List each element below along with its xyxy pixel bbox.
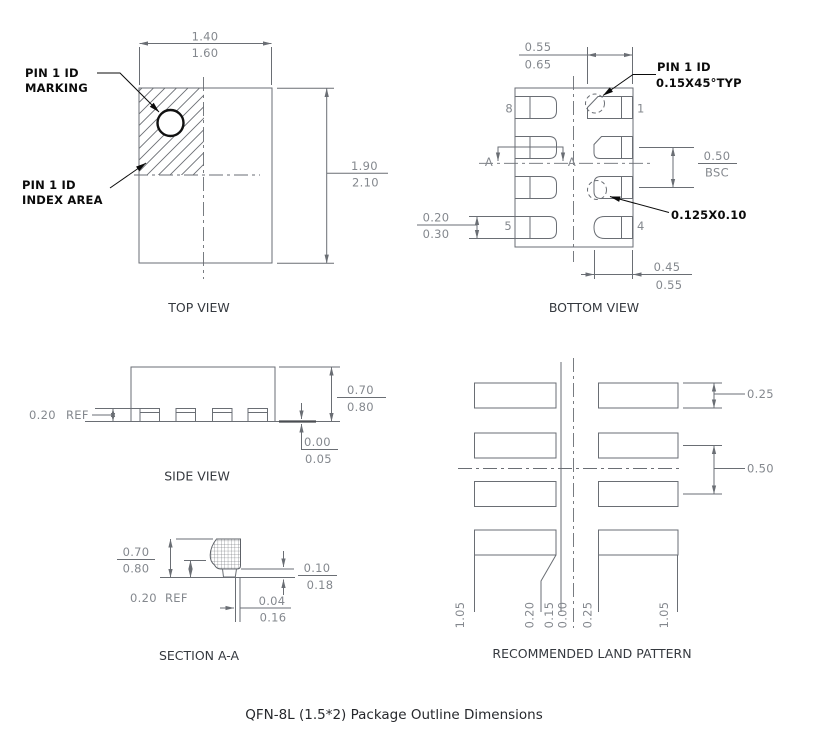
dim-section-ref-value: 0.20 (130, 591, 157, 605)
dim-section-height-max: 0.80 (122, 561, 150, 576)
dim-tip-max: 0.18 (306, 578, 334, 592)
dim-lead-value: 0.20 (29, 408, 56, 422)
top-view (22, 30, 388, 316)
dim-foot-min: 0.04 (258, 594, 286, 608)
pin1-id-marking-circle (158, 110, 184, 136)
dim-land-pitch: 0.50 (747, 461, 774, 476)
top-width-dimension (140, 30, 272, 86)
dim-land-pad-height: 0.25 (747, 387, 774, 401)
right-pads (588, 97, 633, 239)
pin1-index-leader (110, 163, 146, 188)
land-pad-height-dimension (683, 383, 774, 408)
pin-number-8: 8 (505, 101, 513, 116)
section-aa-caption: SECTION A-A (158, 648, 240, 663)
pin-number-5: 5 (504, 219, 512, 233)
dim-width-max: 1.40 (191, 29, 219, 44)
section-label-a-left: A (484, 155, 494, 169)
label-right-outer: 1.05 (657, 601, 671, 629)
side-view (29, 367, 386, 484)
lead-thickness-dimension (29, 408, 140, 422)
top-height-dimension (277, 88, 388, 263)
dim-pad-width-min: 0.20 (422, 210, 450, 225)
terminal-cross-section (210, 539, 240, 569)
section-height-dimension (117, 539, 213, 578)
pin1-marking-label-line2: MARKING (25, 81, 88, 95)
dim-height-min: 2.10 (352, 175, 379, 190)
left-pads (515, 97, 557, 239)
pad-length-bottom-dimension (581, 250, 692, 292)
dim-tip-min: 0.10 (303, 561, 331, 575)
dim-standoff-min: 0.00 (304, 435, 331, 449)
notch-callout-text: 0.125X0.10 (671, 208, 747, 222)
land-pads-right (599, 383, 679, 555)
body-height-dimension (279, 367, 386, 422)
dim-pitch-value: 0.50 (703, 149, 731, 163)
pad-length-top-dimension (519, 40, 633, 84)
label-000: 0.00 (555, 601, 570, 629)
dim-pad-len-top-max: 0.65 (524, 57, 552, 72)
label-015: 0.15 (542, 601, 556, 629)
dim-section-height-min: 0.70 (122, 545, 150, 559)
pin1-id-callout (603, 60, 742, 96)
dim-width-min: 1.60 (191, 46, 219, 60)
dim-section-ref-label: REF (165, 591, 188, 605)
pad-pin3 (594, 177, 633, 199)
standoff-dimension (301, 403, 338, 466)
land-pattern-extension-lines (475, 555, 678, 612)
dim-foot-max: 0.16 (259, 610, 287, 625)
pad-pin2 (594, 137, 633, 159)
foot-length-dimension (220, 578, 291, 625)
pin1-id-callout-line1: PIN 1 ID (657, 60, 711, 74)
pin1-marking-label-line1: PIN 1 ID (25, 66, 79, 80)
land-pads-left (475, 383, 557, 555)
pitch-dimension (639, 148, 737, 188)
section-label-a-right: A (567, 155, 577, 169)
section-aa-view (117, 539, 337, 663)
dim-pad-len-bottom-min: 0.45 (653, 260, 681, 274)
dim-pad-len-bottom-max: 0.55 (655, 278, 683, 292)
bottom-view (417, 40, 747, 315)
bottom-view-caption: BOTTOM VIEW (548, 300, 640, 315)
pin-number-1: 1 (637, 101, 645, 116)
dim-height-max: 0.80 (347, 400, 374, 414)
pin1-index-label-line1: PIN 1 ID (22, 178, 76, 192)
label-025: 0.25 (580, 601, 595, 629)
land-pattern-bottom-labels (453, 602, 671, 629)
side-view-caption: SIDE VIEW (164, 468, 230, 484)
pin-number-4: 4 (637, 219, 645, 233)
land-pattern (453, 358, 774, 661)
land-pattern-caption: RECOMMENDED LAND PATTERN (492, 646, 692, 661)
pin1-id-callout-line2: 0.15X45°TYP (656, 76, 742, 90)
notch-leader (610, 197, 669, 213)
dim-height-min: 0.70 (347, 383, 374, 397)
dim-lead-ref: REF (66, 408, 89, 422)
lead-tip-dimension (284, 551, 338, 595)
label-020: 0.20 (522, 601, 537, 629)
dim-pad-width-max: 0.30 (422, 227, 450, 241)
land-pitch-dimension (683, 446, 774, 495)
drawing-title: QFN-8L (1.5*2) Package Outline Dimensions (245, 707, 543, 723)
pad-pin4 (594, 217, 633, 239)
terminal-foot (223, 569, 237, 577)
pin1-index-label-line2: INDEX AREA (22, 193, 103, 207)
dim-pad-len-top-min: 0.55 (524, 40, 552, 54)
pin1-id-leader (603, 75, 656, 96)
label-left-outer: 1.05 (453, 601, 467, 629)
dim-pitch-bsc: BSC (705, 165, 729, 180)
pin1-index-callout (22, 163, 146, 207)
dim-height-max: 1.90 (351, 159, 378, 173)
pad-width-dimension (417, 211, 515, 242)
top-view-caption: TOP VIEW (168, 300, 230, 315)
pad-pin1-chamfered (588, 97, 633, 119)
side-view-leads (140, 409, 268, 422)
dim-standoff-max: 0.05 (305, 452, 332, 466)
